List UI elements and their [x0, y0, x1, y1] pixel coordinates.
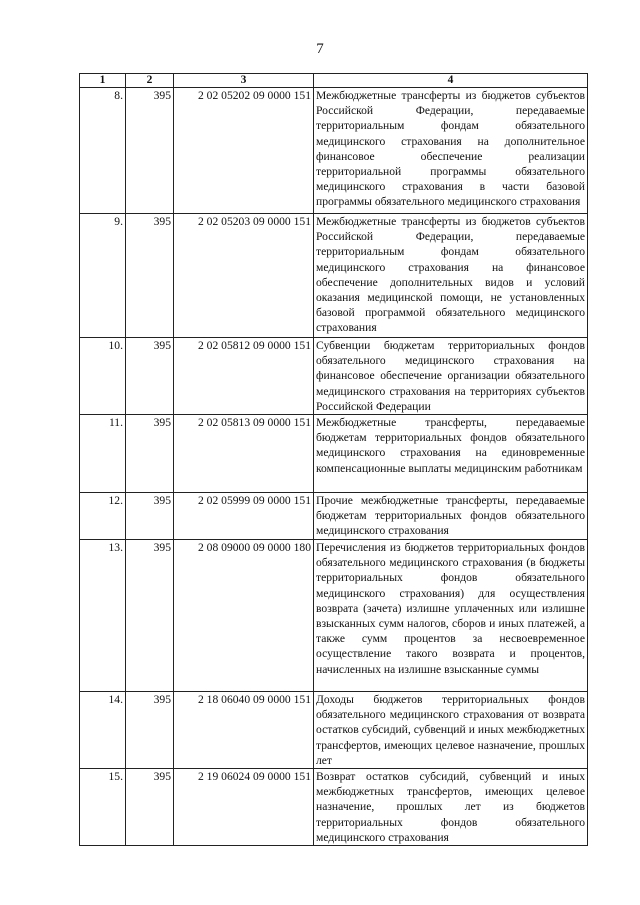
admin-code: 395 [126, 338, 174, 415]
revenue-description: Субвенции бюджетам территориальных фондов обязательного медицинского страхования на финансовое обеспечение организации обязательного медицинского страхования на территориях субъектов Российской Федерации [314, 338, 588, 415]
row-number: 11. [80, 415, 126, 493]
header-col-2: 2 [126, 74, 174, 88]
table-row [80, 692, 588, 769]
admin-code: 395 [126, 415, 174, 493]
header-col-3: 3 [174, 74, 314, 88]
budget-classification-code: 2 02 05203 09 0000 151 [174, 214, 314, 338]
row-number: 15. [80, 769, 126, 846]
table-row [80, 769, 588, 846]
row-number: 9. [80, 214, 126, 338]
budget-classification-code: 2 02 05813 09 0000 151 [174, 415, 314, 493]
revenue-codes-table [79, 73, 588, 846]
revenue-description: Прочие межбюджетные трансферты, передаваемые бюджетам территориальных фондов обязательного медицинского страхования [314, 493, 588, 540]
header-col-4: 4 [314, 74, 588, 88]
revenue-description: Межбюджетные трансферты, передаваемые бюджетам территориальных фондов обязательного медицинского страхования на единовременные компенсационные выплаты медицинским работникам [314, 415, 588, 493]
revenue-description: Перечисления из бюджетов территориальных фондов обязательного медицинского страхования (в бюджеты территориальных фондов обязательного медицинского страхования) для осуществления возврата (зачета) излишне уплаченных или излишне взысканных сумм налогов, сборов и иных платежей, а также сумм процентов за несвоевременное осуществление такого возврата и процентов, начисленных на излишне взысканные суммы [314, 540, 588, 692]
admin-code: 395 [126, 692, 174, 769]
budget-classification-code: 2 18 06040 09 0000 151 [174, 692, 314, 769]
revenue-description: Доходы бюджетов территориальных фондов обязательного медицинского страхования от возврата остатков субсидий, субвенций и иных межбюджетных трансфертов, имеющих целевое назначение, прошлых лет [314, 692, 588, 769]
budget-classification-code: 2 02 05812 09 0000 151 [174, 338, 314, 415]
table-header-row [80, 74, 588, 88]
admin-code: 395 [126, 493, 174, 540]
row-number: 8. [80, 88, 126, 214]
row-number: 14. [80, 692, 126, 769]
budget-classification-code: 2 08 09000 09 0000 180 [174, 540, 314, 692]
row-number: 10. [80, 338, 126, 415]
admin-code: 395 [126, 88, 174, 214]
header-col-1: 1 [80, 74, 126, 88]
budget-classification-code: 2 19 06024 09 0000 151 [174, 769, 314, 846]
row-number: 13. [80, 540, 126, 692]
revenue-description: Возврат остатков субсидий, субвенций и иных межбюджетных трансфертов, имеющих целевое назначение, прошлых лет из бюджетов территориальных фондов обязательного медицинского страхования [314, 769, 588, 846]
row-number: 12. [80, 493, 126, 540]
table-row [80, 88, 588, 214]
table-row [80, 214, 588, 338]
budget-classification-code: 2 02 05202 09 0000 151 [174, 88, 314, 214]
revenue-description: Межбюджетные трансферты из бюджетов субъектов Российской Федерации, передаваемые территориальным фондам обязательного медицинского страхования на финансовое обеспечение дополнительных видов и условий оказания медицинской помощи, не установленных базовой программой обязательного медицинского страхования [314, 214, 588, 338]
table-row [80, 415, 588, 493]
table-row [80, 540, 588, 692]
admin-code: 395 [126, 214, 174, 338]
page-number: 7 [316, 41, 324, 57]
admin-code: 395 [126, 540, 174, 692]
admin-code: 395 [126, 769, 174, 846]
revenue-description: Межбюджетные трансферты из бюджетов субъектов Российской Федерации, передаваемые территориальным фондам обязательного медицинского страхования на дополнительное финансовое обеспечение реализации территориальной программы обязательного медицинского страхования в части базовой программы обязательного медицинского страхования [314, 88, 588, 214]
table-row [80, 338, 588, 415]
table-row [80, 493, 588, 540]
budget-classification-code: 2 02 05999 09 0000 151 [174, 493, 314, 540]
